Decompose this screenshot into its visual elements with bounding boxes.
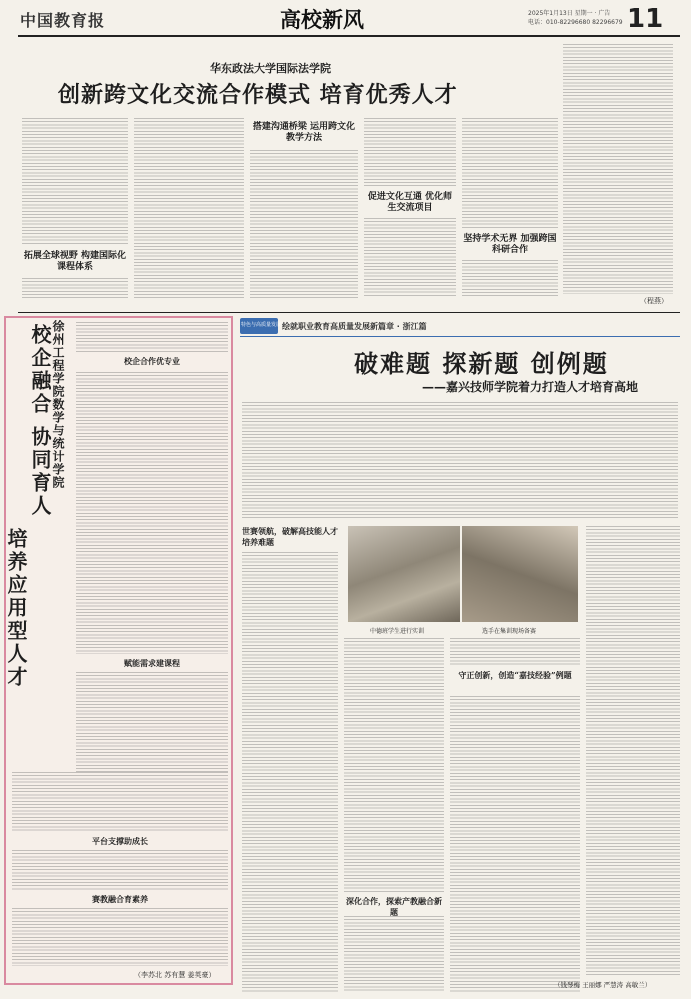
left-org: 徐州工程学院数学与统计学院 xyxy=(51,320,65,489)
left-sec1-text xyxy=(76,372,228,654)
top-col-1b-text xyxy=(22,278,128,298)
right-colC2-text xyxy=(450,696,580,992)
top-divider xyxy=(18,312,680,313)
photo-caption-1: 中德班学生进行实训 xyxy=(370,628,425,635)
right-colD-text xyxy=(586,526,680,976)
top-col-4a-text xyxy=(364,118,456,188)
photo-caption-2: 选手在集训现场备赛 xyxy=(482,628,537,635)
paper-name: 中国教育报 xyxy=(20,11,106,30)
top-col-5b-text xyxy=(462,260,558,298)
left-sec2b-text xyxy=(12,772,228,832)
right-feature xyxy=(236,316,686,992)
right-subhead-1: 世赛领航，破解高技能人才培养难题 xyxy=(242,526,338,547)
top-col-5a-text xyxy=(462,118,558,228)
right-subhead-2: 深化合作，探索产教融合新题 xyxy=(346,896,442,917)
top-subhead-1: 拓展全球视野 构建国际化课程体系 xyxy=(23,251,127,272)
right-column-text xyxy=(563,44,673,294)
left-subhead-2: 赋能需求建课程 xyxy=(124,658,180,668)
right-colB2-text xyxy=(344,916,444,992)
right-credit: （钱琴梅 王丽娜 严慧涛 高敏兰） xyxy=(554,981,652,989)
right-colC-text xyxy=(450,638,580,666)
left-feature-box xyxy=(4,316,233,985)
left-sec3-text xyxy=(12,850,228,890)
left-sec2-text xyxy=(76,672,228,772)
series-rule xyxy=(240,336,680,337)
section-title: 高校新风 xyxy=(280,8,364,32)
top-col-3-text xyxy=(250,150,358,298)
series-label: 特色与高质量发展新篇章 xyxy=(241,322,297,328)
phone-line: 电话：010-82296680 82296679 xyxy=(528,19,623,26)
right-colB-text xyxy=(344,638,444,892)
top-col-2-text xyxy=(134,118,244,298)
photo-competition xyxy=(462,526,578,622)
left-subhead-4: 赛教融合育素养 xyxy=(92,894,148,904)
series-sub: 绘就职业教育高质量发展新篇章 · 浙江篇 xyxy=(282,322,427,331)
left-intro-text xyxy=(76,322,228,352)
top-credit: （程燕） xyxy=(640,297,668,305)
right-subhead-3: 守正创新，创造“嘉技经验”例题 xyxy=(458,670,572,680)
top-subhead-4: 坚持学术无界 加强跨国科研合作 xyxy=(463,234,557,255)
photo-training xyxy=(348,526,460,622)
left-subhead-3: 平台支撑助成长 xyxy=(92,836,148,846)
top-col-1-text xyxy=(22,118,128,246)
right-colA-text xyxy=(242,552,338,992)
date-line: 2025年1月13日 星期一 · 广告 xyxy=(528,10,611,17)
right-subtitle: ——嘉兴技师学院着力打造人才培育高地 xyxy=(422,380,639,394)
top-col-4b-text xyxy=(364,218,456,298)
masthead-rule xyxy=(18,35,680,37)
top-headline: 创新跨文化交流合作模式 培育优秀人才 xyxy=(58,83,458,108)
top-kicker: 华东政法大学国际法学院 xyxy=(210,62,331,75)
top-article xyxy=(0,38,691,308)
top-subhead-3: 促进文化互通 优化师生交流项目 xyxy=(367,192,453,213)
right-intro-text xyxy=(242,402,678,518)
left-subhead-1: 校企合作优专业 xyxy=(124,356,180,366)
left-headline-2: 培养应用型人才 xyxy=(4,528,28,689)
left-headline-1: 校企融合 协同育人 xyxy=(28,324,52,518)
top-subhead-2: 搭建沟通桥梁 运用跨文化教学方法 xyxy=(252,122,356,143)
left-sec4-text xyxy=(12,908,228,966)
page-number: 11 xyxy=(627,4,664,34)
right-headline: 破难题 探新题 创例题 xyxy=(354,350,609,378)
left-credit: （李苏北 苏有慧 姜英豪） xyxy=(134,971,216,979)
